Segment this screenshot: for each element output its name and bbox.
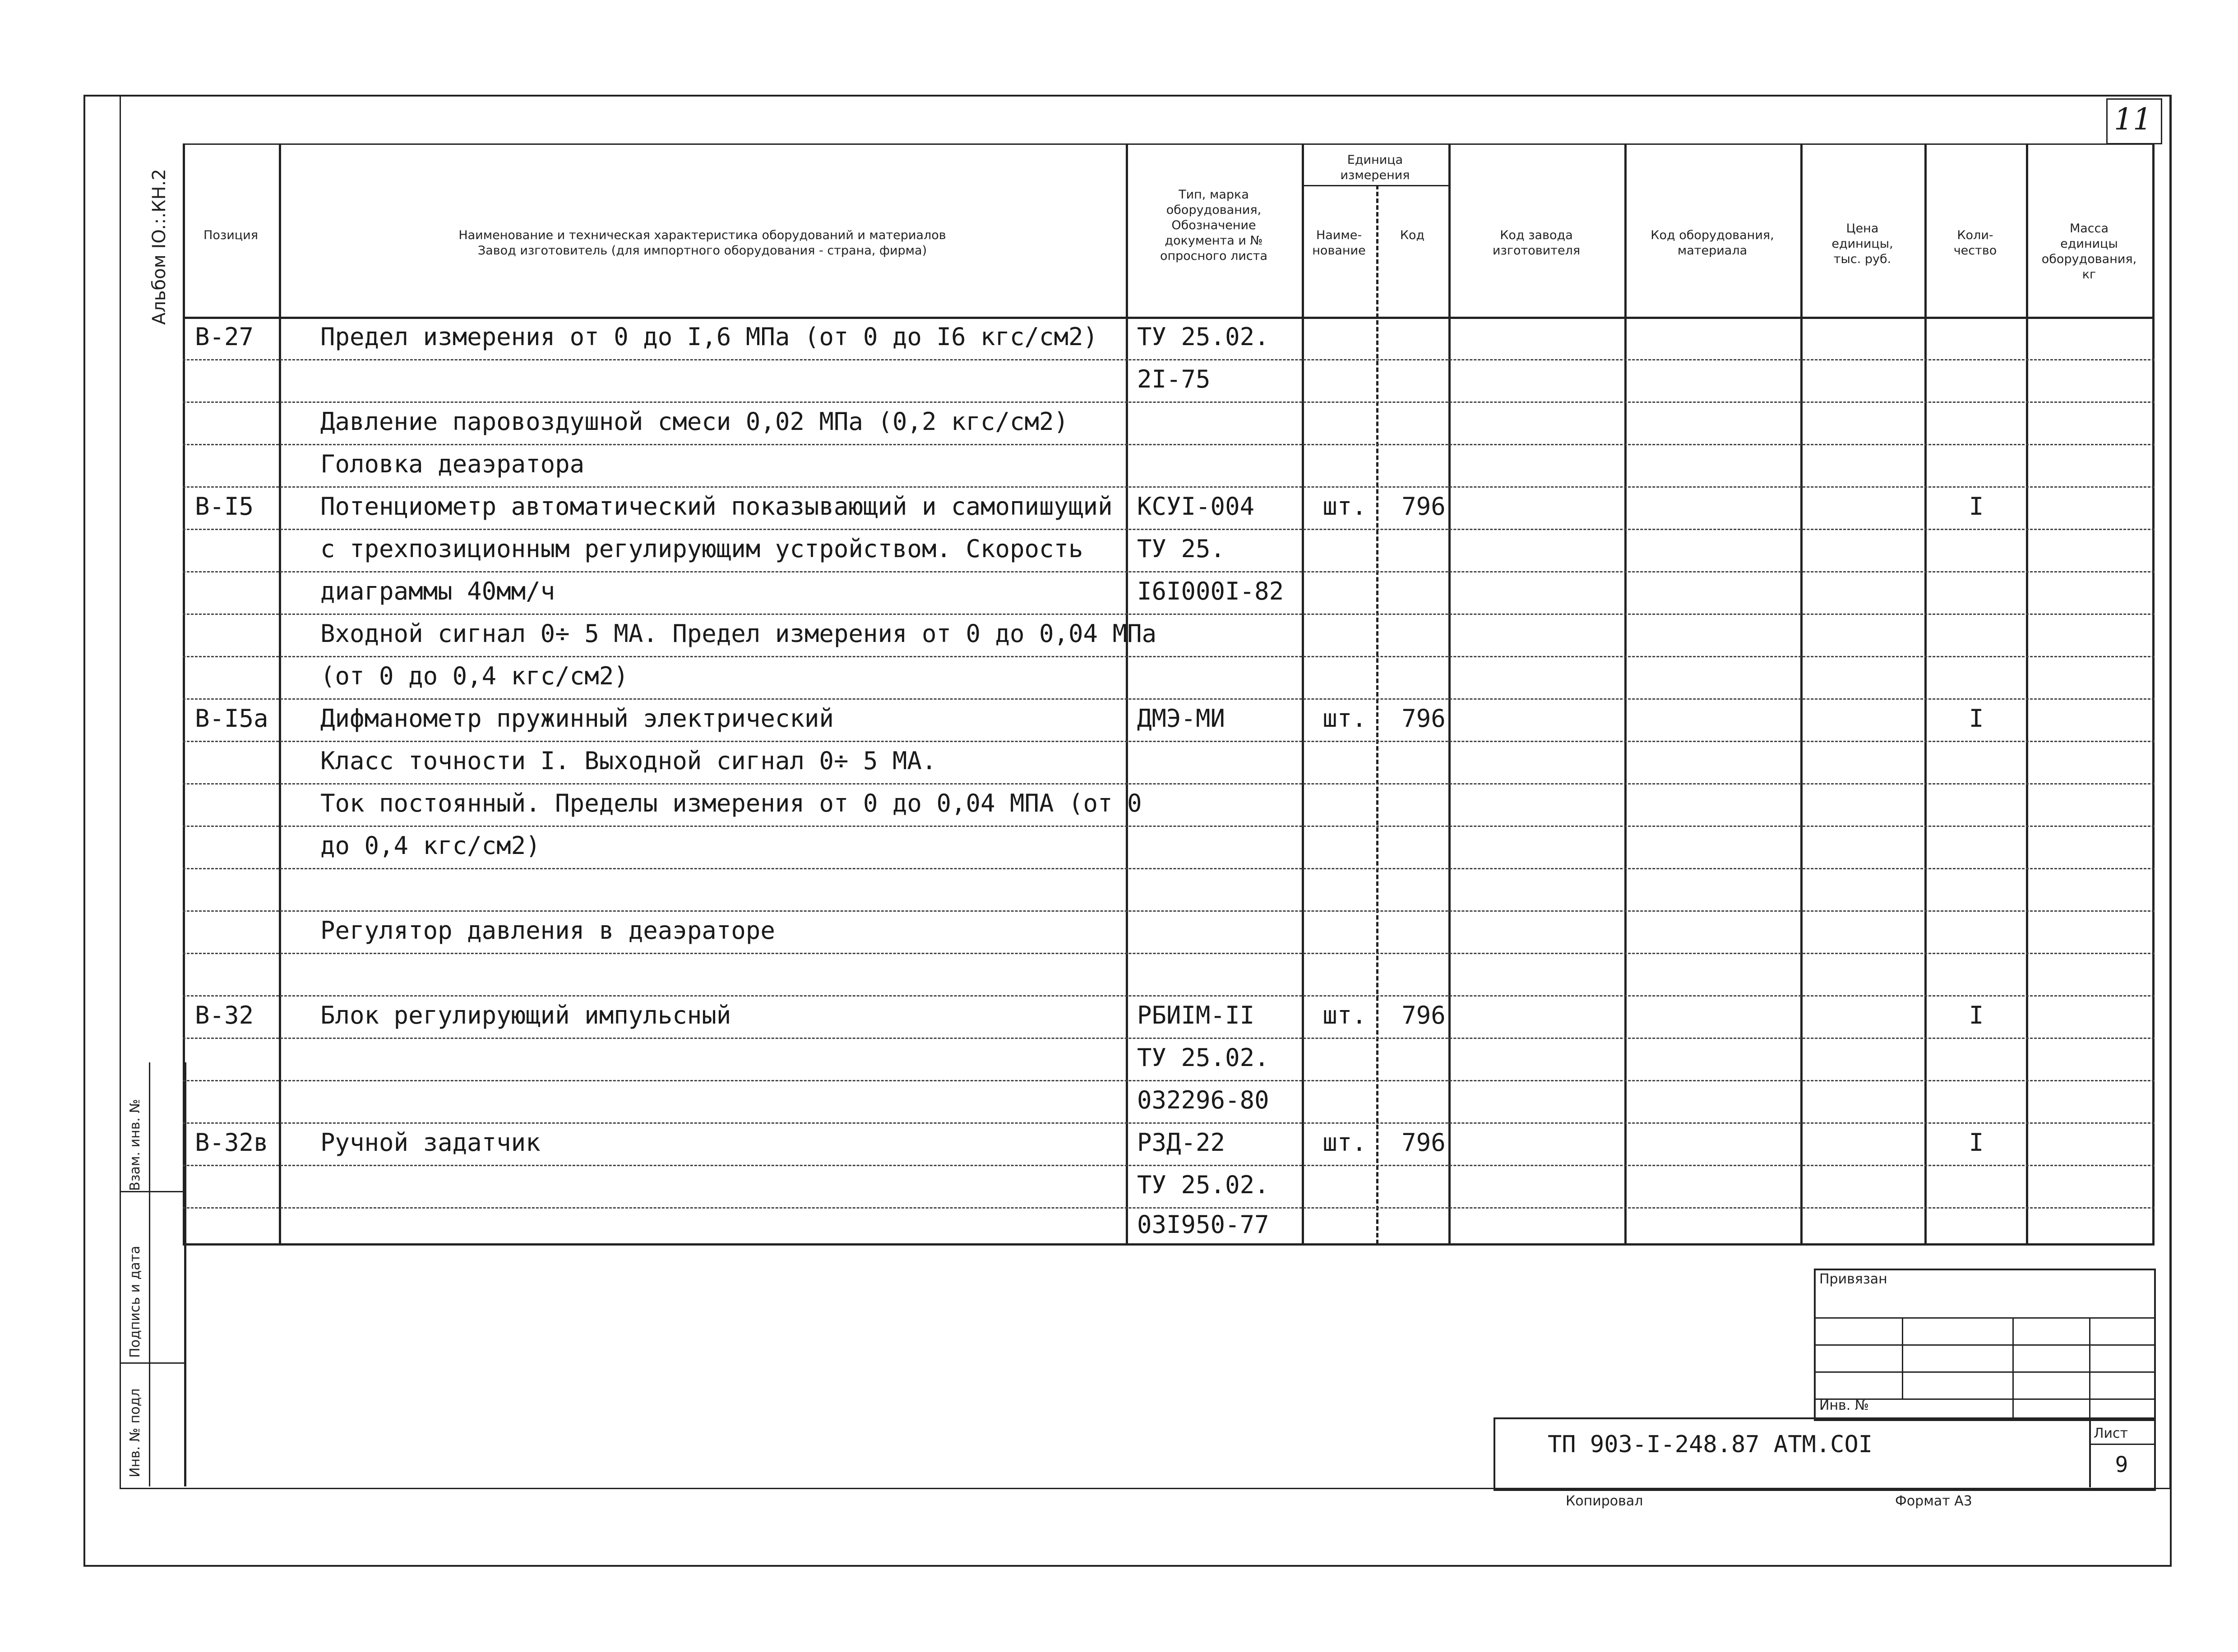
header-position: Позиция: [203, 228, 258, 242]
podpis-data-label: Подпись и дата: [127, 1246, 143, 1358]
row-17-code: 796: [1401, 1001, 1446, 1029]
row-line: [183, 995, 2155, 997]
row-1-position: В-27: [195, 323, 254, 351]
row-line: [183, 571, 2155, 572]
privyazan-label: Привязан: [1819, 1271, 1887, 1287]
header-type: Тип, марка оборудования, Обозначение документа и № опросного листа: [1160, 188, 1268, 263]
col-line-pos: [279, 143, 281, 1244]
row-2-type: 2I-75: [1137, 365, 1211, 393]
row-1-type: ТУ 25.02.: [1137, 323, 1269, 351]
sheet-label-line: [2089, 1444, 2154, 1445]
row-5-type: КСУI-004: [1137, 492, 1255, 521]
row-10-name: Дифманометр пружинный электрический: [320, 704, 834, 733]
document-code: ТП 903-I-248.87 АТМ.COI: [1548, 1431, 1873, 1458]
row-line: [183, 614, 2155, 615]
header-factory-code: Код завода изготовителя: [1492, 228, 1581, 258]
sheet-label: Лист: [2094, 1426, 2128, 1441]
row-line: [183, 826, 2155, 827]
col-line-name: [1126, 143, 1128, 1244]
row-17-quantity: I: [1969, 1001, 1984, 1029]
row-8-name: Входной сигнал 0÷ 5 МА. Предел измерения от 0 до 0,04 МПа: [320, 619, 1157, 648]
row-line: [183, 868, 2155, 869]
header-quantity: Коли- чество: [1953, 228, 1997, 258]
row-17-name: Блок регулирующий импульсный: [320, 1001, 731, 1029]
header-unit-group: Единица измерения: [1340, 153, 1410, 182]
row-19-type: 032296-80: [1137, 1086, 1269, 1114]
row-line: [183, 529, 2155, 530]
row-5-position: В-I5: [195, 492, 254, 521]
format-label: Формат А3: [1895, 1493, 1972, 1509]
row-17-type: РБИIМ-II: [1137, 1001, 1255, 1029]
row-line: [183, 698, 2155, 700]
row-6-name: с трехпозиционным регулирующим устройством. Скорость: [320, 535, 1083, 563]
row-17-position: В-32: [195, 1001, 254, 1029]
row-line: [183, 401, 2155, 403]
unit-group-line: [1302, 185, 1448, 186]
row-4-name: Головка деаэратора: [320, 450, 585, 478]
col-line-price: [1924, 143, 1927, 1244]
privyazan-line: [1814, 1317, 2154, 1319]
privyazan-col: [1902, 1317, 1903, 1398]
row-6-type: ТУ 25.: [1137, 535, 1225, 563]
row-3-name: Давление паровоздушной смеси 0,02 МПа (0,2 кгс/см2): [320, 407, 1069, 436]
row-5-quantity: I: [1969, 492, 1984, 521]
row-20-name: Ручной задатчик: [320, 1128, 541, 1157]
header-equipment-code: Код оборудования, материала: [1651, 228, 1774, 258]
row-10-type: ДМЭ-МИ: [1137, 704, 1225, 733]
row-10-position: В-I5а: [195, 704, 268, 733]
row-line: [183, 1207, 2155, 1209]
header-mass: Масса единицы оборудования, кг: [2041, 221, 2137, 281]
row-line: [183, 1038, 2155, 1039]
row-line: [183, 444, 2155, 445]
row-1-name: Предел измерения от 0 до I,6 МПа (от 0 до I6 кгс/см2): [320, 323, 1098, 351]
row-13-name: до 0,4 кгс/см2): [320, 831, 541, 860]
col-line-type: [1302, 143, 1304, 1244]
row-line: [183, 1080, 2155, 1081]
row-line: [183, 953, 2155, 954]
row-20-type: РЗД-22: [1137, 1128, 1225, 1157]
copied-label: Копировал: [1566, 1493, 1643, 1509]
row-20-quantity: I: [1969, 1128, 1984, 1157]
row-7-type: I6I000I-82: [1137, 577, 1284, 605]
privyazan-line: [1814, 1344, 2154, 1346]
privyazan-col: [2012, 1317, 2014, 1417]
row-line: [183, 783, 2155, 784]
row-11-name: Класс точности I. Выходной сигнал 0÷ 5 МА.: [320, 747, 937, 775]
page-number-handwritten: 11: [2114, 102, 2152, 137]
row-7-name: диаграммы 40мм/ч: [320, 577, 555, 605]
row-line: [183, 656, 2155, 657]
side-stamp-divider: [149, 1062, 150, 1486]
vzam-inv-label: Взам. инв. №: [127, 1099, 143, 1191]
row-20-position: В-32в: [195, 1128, 268, 1157]
header-unit-code: Код: [1400, 228, 1425, 242]
col-line-unit: [1376, 185, 1378, 1244]
table-bottom-border: [183, 1243, 2155, 1246]
row-9-name: (от 0 до 0,4 кгс/см2): [320, 662, 629, 690]
privyazan-col: [2089, 1317, 2090, 1417]
row-5-unit: шт.: [1322, 492, 1367, 521]
row-line: [183, 486, 2155, 488]
row-5-name: Потенциометр автоматический показывающий и самопишущий: [320, 492, 1113, 521]
table-right-border: [2152, 143, 2155, 1244]
row-10-code: 796: [1401, 704, 1446, 733]
col-line-equipment: [1800, 143, 1803, 1244]
row-12-name: Ток постоянный. Пределы измерения от 0 до 0,04 МПА (от 0: [320, 789, 1142, 817]
row-22-type: 03I950-77: [1137, 1210, 1269, 1239]
privyazan-line: [1814, 1371, 2154, 1373]
row-line: [183, 910, 2155, 912]
row-10-quantity: I: [1969, 704, 1984, 733]
row-10-unit: шт.: [1322, 704, 1367, 733]
row-17-unit: шт.: [1322, 1001, 1367, 1029]
album-label: Альбом IO.:.КН.2: [149, 169, 170, 325]
row-line: [183, 1165, 2155, 1166]
inv-no-label: Инв. №: [1819, 1398, 1869, 1413]
row-5-code: 796: [1401, 492, 1446, 521]
row-18-type: ТУ 25.02.: [1137, 1043, 1269, 1072]
header-name: Наименование и техническая характеристика оборудований и материалов Завод изготовитель (для импортного оборудования - страна, фирма): [458, 228, 946, 258]
row-line: [183, 359, 2155, 360]
col-line-factory: [1624, 143, 1627, 1244]
col-line-qty: [2026, 143, 2028, 1244]
sheet-number: 9: [2115, 1452, 2128, 1477]
inv-podl-label: Инв. № подл: [127, 1388, 143, 1477]
table-top-border: [183, 143, 2155, 145]
col-line-code: [1448, 143, 1451, 1244]
row-line: [183, 741, 2155, 742]
side-stamp-line-2: [121, 1362, 184, 1364]
header-bottom-line: [183, 317, 2155, 319]
side-stamp-line-1: [121, 1191, 184, 1192]
row-line: [183, 1122, 2155, 1124]
header-price: Цена единицы, тыс. руб.: [1831, 221, 1893, 266]
row-20-unit: шт.: [1322, 1128, 1367, 1157]
table-left-border: [183, 143, 185, 1244]
header-unit-name: Наиме- нование: [1312, 228, 1366, 258]
row-21-type: ТУ 25.02.: [1137, 1171, 1269, 1199]
row-20-code: 796: [1401, 1128, 1446, 1157]
row-15-name: Регулятор давления в деаэраторе: [320, 916, 775, 945]
